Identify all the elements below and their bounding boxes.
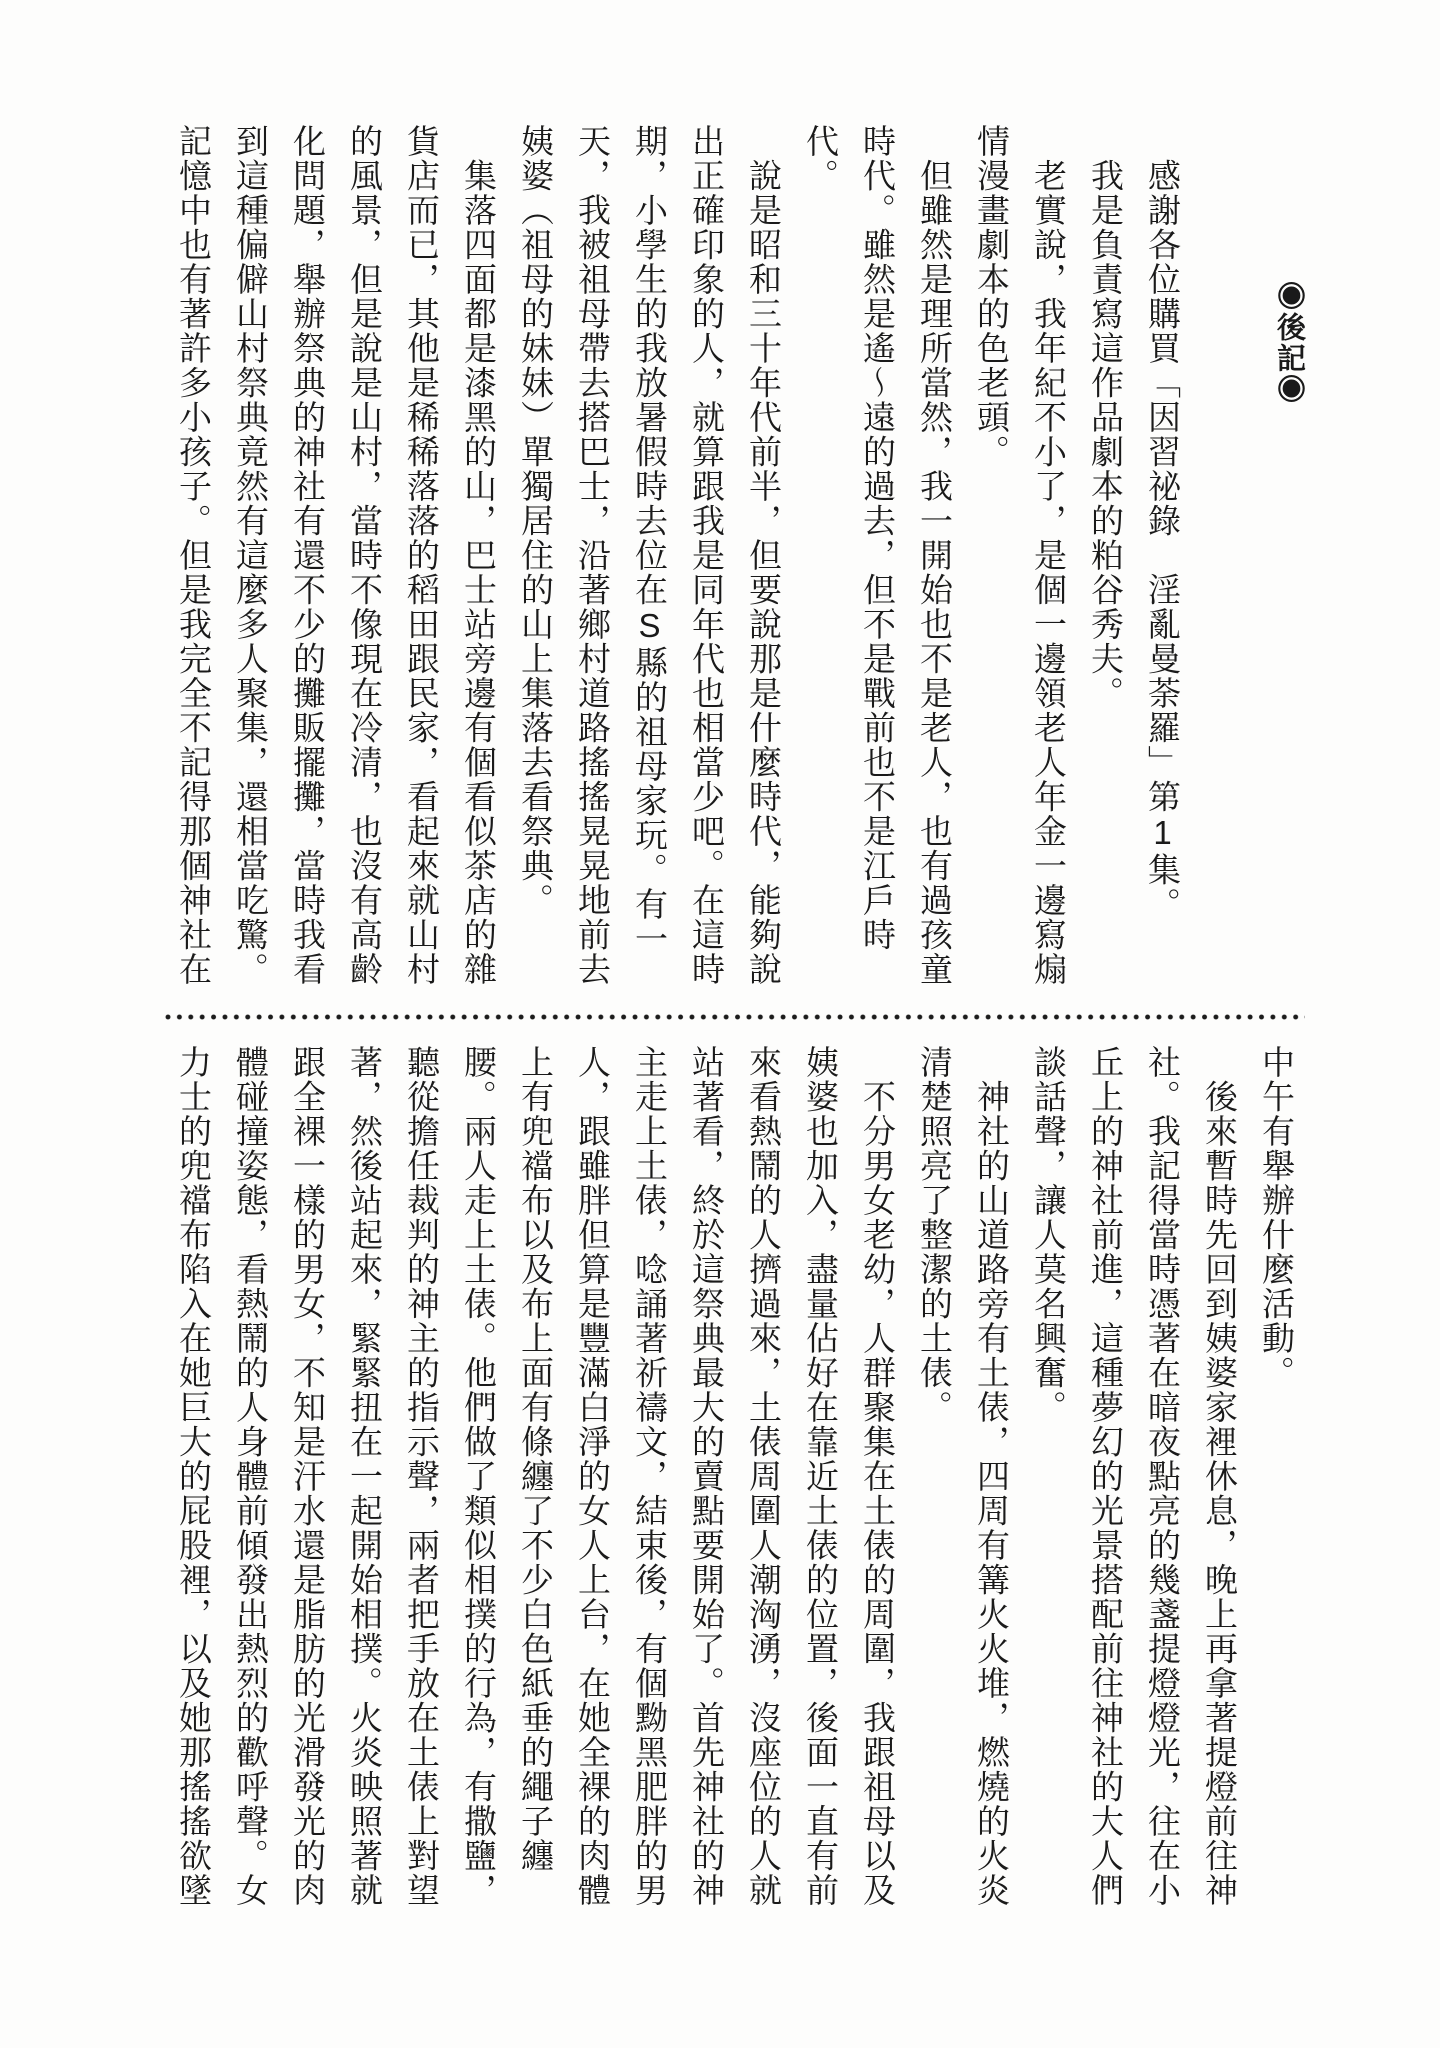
text-column: 出正確印象的人，就算跟我是同年代也相當少吧。在這時 xyxy=(688,124,725,987)
text-column: 集落四面都是漆黑的山，巴士站旁邊有個看似茶店的雜 xyxy=(460,124,497,987)
dotted-divider xyxy=(163,1012,1305,1022)
text-column: 腰。兩人走上土俵。他們做了類似相撲的行為，有撒鹽， xyxy=(460,1045,497,1908)
text-column: 貨店而已，其他是稀稀落落的稻田跟民家，看起來就山村 xyxy=(403,124,440,987)
afterword-top-section xyxy=(165,124,1191,990)
text-column: 跟全裸一樣的男女，不知是汗水還是脂肪的光滑發光的肉 xyxy=(289,1045,326,1908)
text-column: 姨婆也加入，盡量佔好在靠近土俵的位置，後面一直有前 xyxy=(802,1045,839,1908)
text-column: 人，跟雖胖但算是豐滿白淨的女人上台，在她全裸的肉體 xyxy=(574,1045,611,1908)
text-column: 上有兜襠布以及布上面有條纏了不少白色紙垂的繩子纏 xyxy=(517,1045,554,1873)
text-column: 丘上的神社前進，這種夢幻的光景搭配前往神社的大人們 xyxy=(1087,1045,1124,1908)
text-column: 姨婆（祖母的妹妹）單獨居住的山上集落去看祭典。 xyxy=(517,124,554,918)
text-column: 體碰撞姿態，看熱鬧的人身體前傾發出熱烈的歡呼聲。女 xyxy=(232,1045,269,1908)
text-column: 時代。雖然是遙～遠的過去，但不是戰前也不是江戶時 xyxy=(859,124,896,952)
text-column: 著，然後站起來，緊緊扭在一起開始相撲。火炎映照著就 xyxy=(346,1045,383,1908)
text-column: 期，小學生的我放暑假時去位在S縣的祖母家玩。有一 xyxy=(631,124,668,956)
text-column: 我是負責寫這作品劇本的粕谷秀夫。 xyxy=(1087,124,1124,711)
text-column: 聽從擔任裁判的神主的指示聲，兩者把手放在土俵上對望 xyxy=(403,1045,440,1908)
text-column: 不分男女老幼，人群聚集在土俵的周圍，我跟祖母以及 xyxy=(859,1045,896,1908)
text-column: 記憶中也有著許多小孩子。但是我完全不記得那個神社在 xyxy=(175,124,212,987)
text-column: 代。 xyxy=(802,124,839,193)
text-column: 站著看，終於這祭典最大的賣點要開始了。首先神社的神 xyxy=(688,1045,725,1908)
text-column: 到這種偏僻山村祭典竟然有這麼多人聚集，還相當吃驚。 xyxy=(232,124,269,987)
text-column: 神社的山道路旁有土俵，四周有篝火火堆，燃燒的火炎 xyxy=(973,1045,1010,1908)
text-column: 力士的兜襠布陷入在她巨大的屁股裡，以及她那搖搖欲墜 xyxy=(175,1045,212,1908)
text-column: 清楚照亮了整潔的土俵。 xyxy=(916,1045,953,1425)
text-column: 老實說，我年紀不小了，是個一邊領老人年金一邊寫煽 xyxy=(1030,124,1067,987)
text-column: 感謝各位購買「因習祕錄 淫亂曼荼羅」第1集。 xyxy=(1144,124,1181,922)
text-column: 但雖然是理所當然，我一開始也不是老人，也有過孩童 xyxy=(916,124,953,987)
text-column: 情漫畫劇本的色老頭。 xyxy=(973,124,1010,469)
text-column: 中午有舉辦什麼活動。 xyxy=(1258,1045,1295,1390)
text-column: 主走上土俵，唸誦著祈禱文，結束後，有個黝黑肥胖的男 xyxy=(631,1045,668,1908)
text-column: 來看熱鬧的人擠過來，土俵周圍人潮洶湧，沒座位的人就 xyxy=(745,1045,782,1908)
text-column: 天，我被祖母帶去搭巴士，沿著鄉村道路搖搖晃晃地前去 xyxy=(574,124,611,987)
page-title: ◉後記◉ xyxy=(1273,281,1305,405)
text-column: 後來暫時先回到姨婆家裡休息，晚上再拿著提燈前往神 xyxy=(1201,1045,1238,1908)
text-column: 談話聲，讓人莫名興奮。 xyxy=(1030,1045,1067,1425)
text-column: 的風景，但是說是山村，當時不像現在冷清，也沒有高齡 xyxy=(346,124,383,987)
afterword-bottom-section xyxy=(165,1045,1305,1911)
text-column: 化問題，舉辦祭典的神社有還不少的攤販擺攤，當時我看 xyxy=(289,124,326,987)
text-column: 說是昭和三十年代前半，但要說那是什麼時代，能夠說 xyxy=(745,124,782,987)
text-column: 社。我記得當時憑著在暗夜點亮的幾盞提燈燈光，往在小 xyxy=(1144,1045,1181,1908)
